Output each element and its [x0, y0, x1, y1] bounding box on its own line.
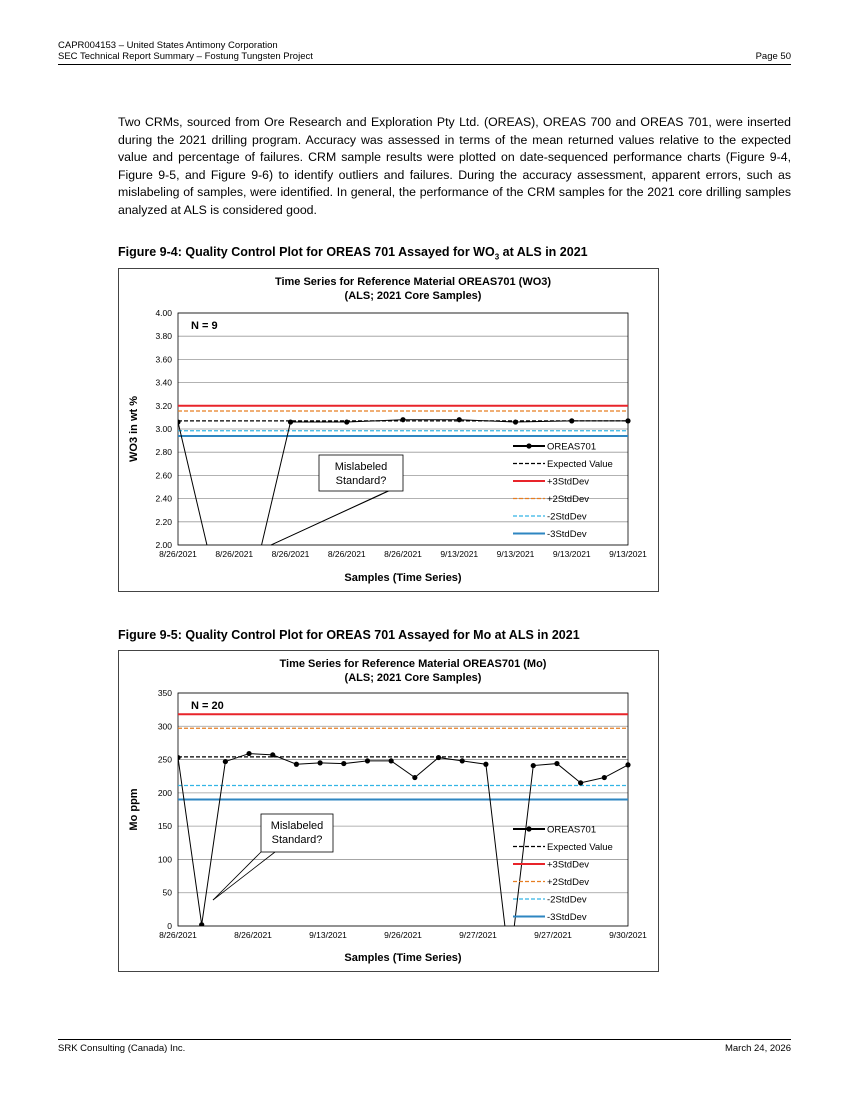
mo-legend-marker: [526, 826, 531, 831]
page-footer: [58, 1039, 791, 1054]
mo-data-point: [365, 758, 370, 763]
wo3-x-tick-label: 9/13/2021: [609, 549, 647, 559]
wo3-data-point: [400, 417, 405, 422]
figure-9-4-caption-subscript: 3: [494, 252, 500, 262]
wo3-x-tick-label: 9/13/2021: [552, 549, 591, 559]
mo-y-tick-label: 350: [157, 688, 172, 698]
mo-y-axis-label: Mo ppm: [128, 788, 140, 831]
wo3-data-point: [513, 419, 518, 424]
wo3-n-label: N = 9: [191, 320, 218, 332]
mo-data-point: [246, 751, 251, 756]
wo3-y-tick-label: 2.40: [155, 493, 172, 504]
wo3-x-tick-label: 8/26/2021: [215, 549, 254, 559]
mo-x-tick-label: 9/30/2021: [609, 930, 647, 940]
wo3-legend-marker: [526, 443, 531, 448]
wo3-y-tick-label: 2.00: [155, 540, 172, 550]
mo-y-tick-label: 300: [157, 721, 172, 732]
mo-data-point: [602, 775, 607, 780]
wo3-y-tick-label: 2.60: [155, 470, 172, 481]
footer-company: SRK Consulting (Canada) Inc.: [58, 1043, 186, 1054]
wo3-callout-text-1: Mislabeled: [334, 461, 388, 473]
wo3-y-tick-label: 4.00: [155, 308, 172, 318]
mo-chart-box: [118, 650, 659, 972]
wo3-chart-title: Time Series for Reference Material OREAS701 (WO3): [274, 276, 552, 288]
wo3-chart-subtitle: (ALS; 2021 Core Samples): [344, 290, 482, 302]
mo-legend-label: -2StdDev: [547, 894, 587, 906]
page-number: Page 50: [755, 51, 791, 62]
wo3-data-point: [175, 419, 180, 424]
mo-y-tick-label: 150: [157, 821, 172, 832]
mo-data-point: [341, 761, 346, 766]
wo3-data-point: [625, 418, 630, 423]
wo3-y-tick-label: 2.20: [155, 516, 172, 527]
wo3-data-point: [457, 417, 462, 422]
mo-data-point: [294, 762, 299, 767]
mo-y-tick-label: 250: [157, 754, 172, 765]
wo3-x-tick-label: 8/26/2021: [271, 549, 310, 559]
mo-x-tick-label: 9/13/2021: [309, 930, 347, 940]
wo3-data-point: [344, 419, 349, 424]
wo3-legend-label: -3StdDev: [547, 529, 587, 540]
mo-data-point: [625, 762, 630, 767]
wo3-y-tick-label: 3.00: [155, 424, 172, 434]
wo3-x-tick-label: 8/26/2021: [159, 549, 197, 559]
mo-y-tick-label: 0: [167, 921, 172, 931]
mo-n-label: N = 20: [191, 700, 224, 712]
wo3-x-tick-label: 9/13/2021: [440, 549, 479, 559]
mo-data-point: [389, 758, 394, 763]
header-line-2: SEC Technical Report Summary – Fostung Tungsten Project: [58, 51, 313, 62]
mo-chart: [119, 651, 658, 971]
mo-data-point: [175, 755, 180, 760]
mo-chart-subtitle: (ALS; 2021 Core Samples): [344, 672, 482, 684]
mo-x-tick-label: 9/26/2021: [384, 930, 422, 940]
figure-9-4-caption: [118, 245, 588, 262]
mo-callout-text-2: Standard?: [271, 834, 323, 846]
mo-data-point: [199, 922, 204, 927]
wo3-legend-label: +2StdDev: [547, 494, 589, 505]
mo-y-tick-label: 50: [162, 887, 172, 898]
wo3-x-tick-label: 9/13/2021: [496, 549, 535, 559]
mo-legend-label: Expected Value: [547, 842, 613, 853]
mo-data-point: [483, 762, 488, 767]
wo3-chart: [119, 269, 658, 591]
wo3-data-point: [569, 418, 574, 423]
wo3-callout-text-2: Standard?: [335, 475, 387, 487]
mo-data-point: [270, 752, 275, 757]
mo-y-tick-label: 100: [157, 854, 172, 865]
page-header: [58, 40, 791, 65]
figure-9-4-caption-suffix: at ALS in 2021: [499, 245, 588, 259]
wo3-legend-label: OREAS701: [547, 441, 597, 453]
mo-callout-text-1: Mislabeled: [270, 820, 324, 832]
mo-x-tick-label: 9/27/2021: [459, 930, 497, 940]
wo3-y-axis-label: WO3 in wt %: [128, 396, 140, 462]
wo3-legend-label: Expected Value: [547, 459, 613, 470]
wo3-legend-label: -2StdDev: [547, 511, 587, 523]
body-paragraph: Two CRMs, sourced from Ore Research and Exploration Pty Ltd. (OREAS), OREAS 700 and OREAS 701, were inserted during the 2021 drilling program. Accuracy was assessed in terms of the mean returned values relative to the expected value and percentage of failures. CRM sample results were plotted on date-sequenced performance charts (Figure 9-4, Figure 9-5, and Figure 9-6) to identify outliers and failures. During the accuracy assessment, apparent errors, such as mislabeling of samples, were identified. In general, the performance of the CRM samples for the 2021 core drilling samples analyzed at ALS is considered good.: [118, 115, 791, 217]
mo-legend-label: +3StdDev: [547, 859, 589, 871]
mo-x-axis-label: Samples (Time Series): [344, 952, 462, 964]
mo-data-point: [460, 758, 465, 763]
mo-legend-label: -3StdDev: [547, 912, 587, 923]
mo-x-tick-label: 8/26/2021: [234, 930, 272, 940]
mo-data-point: [412, 775, 417, 780]
mo-data-point: [554, 761, 559, 766]
mo-x-tick-label: 9/27/2021: [534, 930, 572, 940]
footer-date: March 24, 2026: [724, 1043, 791, 1054]
mo-data-point: [531, 763, 536, 768]
wo3-callout-pointer: [271, 484, 403, 545]
mo-chart-title: Time Series for Reference Material OREAS701 (Mo): [279, 658, 547, 670]
mo-data-point: [318, 760, 323, 765]
header-line-1: CAPR004153 – United States Antimony Corporation: [58, 40, 278, 51]
wo3-y-tick-label: 3.20: [155, 400, 172, 411]
wo3-data-point: [288, 419, 293, 424]
wo3-y-tick-label: 3.60: [155, 354, 172, 365]
wo3-y-tick-label: 3.80: [155, 331, 172, 342]
mo-data-point: [436, 755, 441, 760]
wo3-x-tick-label: 8/26/2021: [327, 549, 366, 559]
mo-y-tick-label: 200: [157, 787, 172, 798]
wo3-x-tick-label: 8/26/2021: [384, 549, 422, 559]
wo3-y-tick-label: 3.40: [155, 377, 172, 388]
figure-9-5-caption: Figure 9-5: Quality Control Plot for OREAS 701 Assayed for Mo at ALS in 2021: [118, 628, 580, 642]
mo-data-point: [223, 759, 228, 764]
mo-data-point: [578, 780, 583, 785]
figure-9-4-caption-text: Figure 9-4: Quality Control Plot for OREAS 701 Assayed for WO: [118, 245, 495, 259]
wo3-x-axis-label: Samples (Time Series): [344, 572, 462, 584]
wo3-chart-box: [118, 268, 659, 592]
wo3-y-tick-label: 2.80: [155, 447, 172, 458]
wo3-legend-label: +3StdDev: [547, 476, 589, 488]
mo-x-tick-label: 8/26/2021: [159, 930, 197, 940]
mo-legend-label: OREAS701: [547, 824, 597, 836]
mo-legend-label: +2StdDev: [547, 877, 589, 888]
